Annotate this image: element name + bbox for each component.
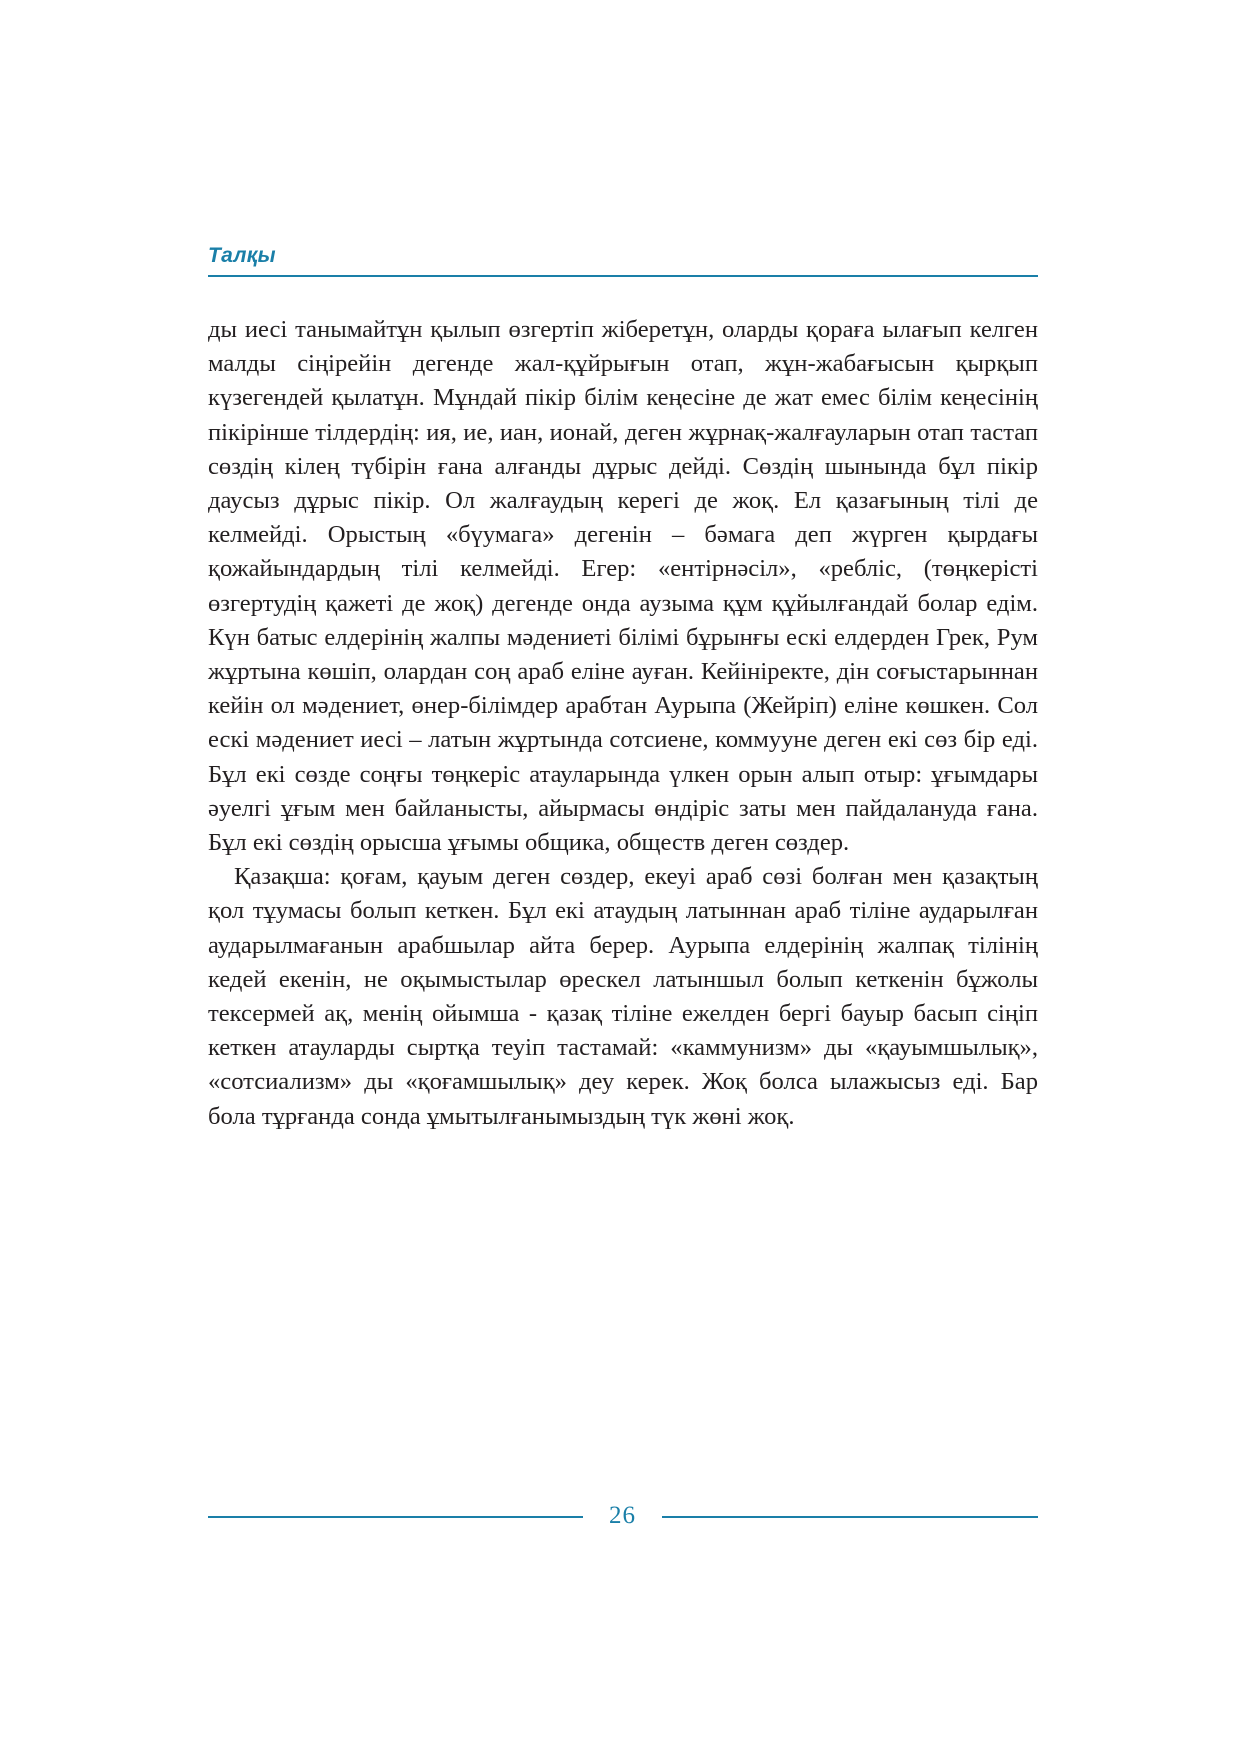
paragraph-1: ды иесі танымайтұн қылып өзгертіп жіберетұн, оларды қораға ылағып келген малды сіңірейін дегенде жал-құйрығын отап, жұн-жабағысын қырқып күзегендей қылатұн. Мұндай пікір білім кеңесіне де жат емес білім кеңесінің пікірінше тілдердің: ия, ие, иан, ионай, деген жұрнақ-жалғауларын отап тастап сөздің кілең түбірін ғана алғанды дұрыс дейді. Сөздің шынында бұл пікір даусыз дұрыс пікір. Ол жалғаудың керегі де жоқ. Ел қазағының тілі де келмейді. Орыстың «бүумага» дегенін – бәмага деп жүрген қырдағы қожайындардың тілі келмейді. Егер: «ентірнәсіл», «ребліс, (төңкерісті өзгертудің қажеті де жоқ) дегенде онда аузыма құм құйылғандай болар едім. Күн батыс елдерінің жалпы мәдениеті білімі бұрынғы ескі елдерден Грек, Рум жұртына көшіп, олардан соң араб еліне ауған. Кейініректе, дін соғыстарыннан кейін ол мәдениет, өнер-білімдер арабтан Аурыпа (Жейріп) еліне көшкен. Сол ескі мәдениет иесі – латын жұртында сотсиене, коммууне деген екі сөз бір еді. Бұл екі сөзде соңғы төңкеріс атауларында үлкен орын алып отыр: ұғымдары әуелгі ұғым мен байланысты, айырмасы өндіріс заты мен пайдалануда ғана. Бұл екі сөздің орысша ұғымы общика, обществ деген сөздер. [208,316,1038,857]
header-divider [208,275,1038,277]
page-number: 26 [609,1502,636,1529]
footer-divider-right [662,1516,1038,1518]
main-text [208,313,1038,1134]
footer-divider-left [208,1516,583,1518]
running-title: Талқы [208,244,276,267]
paragraph-2: Қазақша: қоғам, қауым деген сөздер, екеуі араб сөзі болған мен қазақтың қол тұумасы болып кеткен. Бұл екі атаудың латыннан араб тіліне аударылған аударылмағанын арабшылар айта берер. Аурыпа елдерінің жалпақ тілінің кедей екенін, не оқымыстылар өрескел латыншыл болып кеткенін бұжолы тексермей ақ, менің ойымша - қазақ тіліне ежелден бергі бауыр басып сіңіп кеткен атауларды сыртқа теуіп тастамай: «каммунизм» ды «қауымшылық», «сотсиализм» ды «қоғамшылық» деу керек. Жоқ болса ылажысыз еді. Бар бола тұрғанда сонда ұмытылғанымыздың түк жөні жоқ. [208,863,1038,1130]
